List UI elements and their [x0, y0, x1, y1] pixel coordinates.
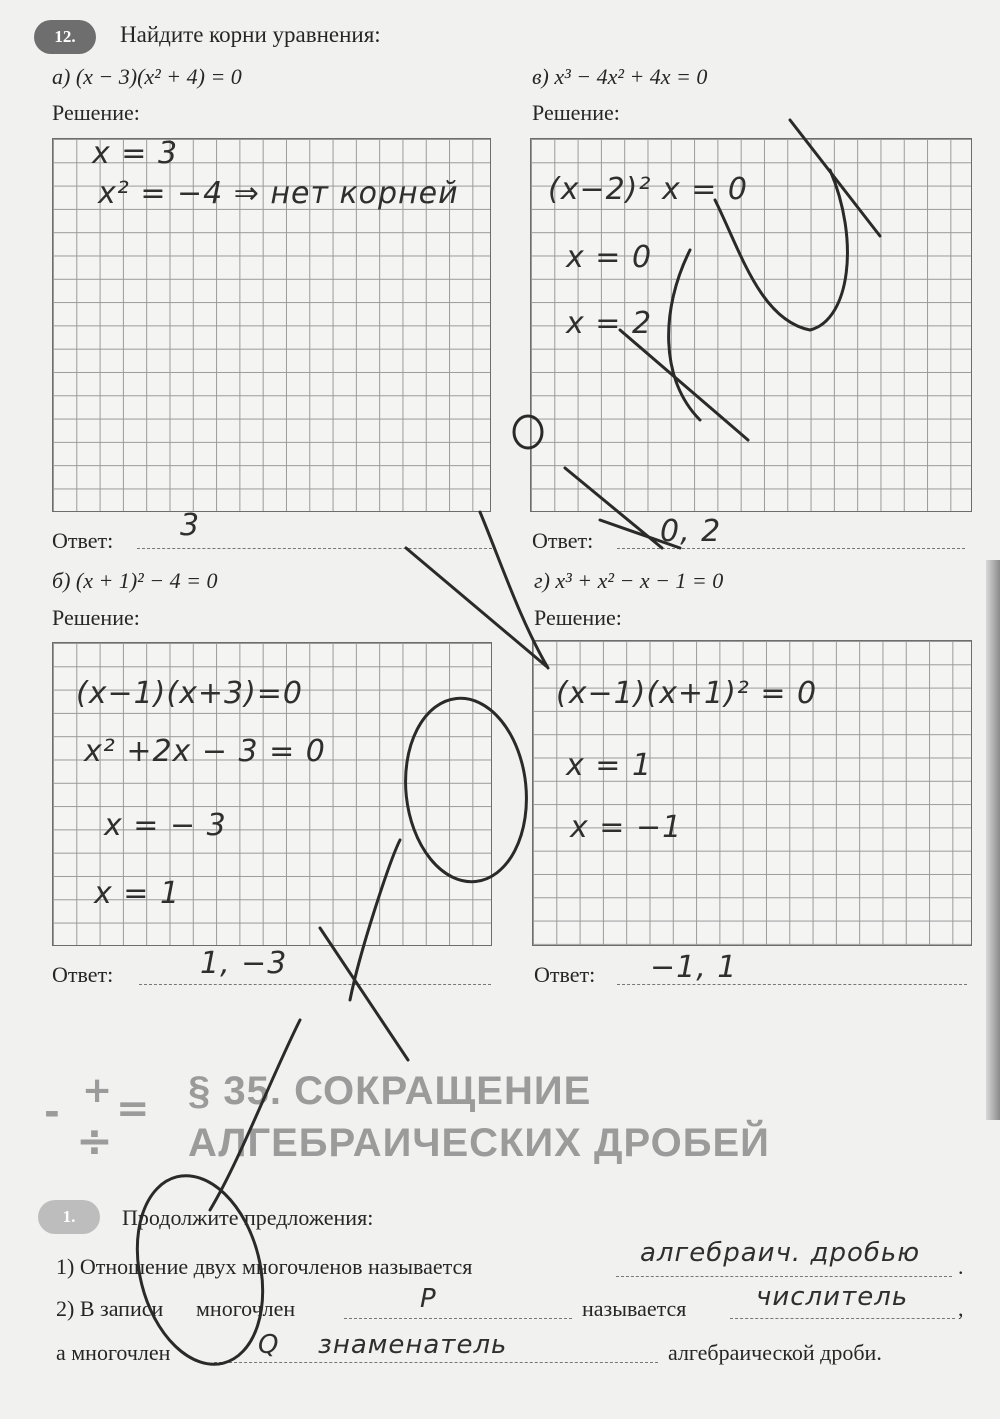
solution-label-a: Решение:	[52, 100, 140, 125]
scribble-stroke	[119, 1162, 282, 1377]
sentence2-text-c: называется	[582, 1296, 687, 1321]
hw-b-line2: x² +2x − 3 = 0	[84, 734, 326, 769]
sentence3-answer-q: Q	[258, 1330, 280, 1360]
equation-v: в) x³ − 4x² + 4x = 0	[532, 64, 708, 89]
answer-label-v: Ответ:	[532, 528, 594, 553]
plus-sign-icon: +	[82, 1070, 113, 1111]
equation-b: б) (x + 1)² − 4 = 0	[52, 568, 218, 593]
hw-v-line2: x = 0	[566, 240, 653, 275]
sentence1-end: .	[958, 1254, 964, 1279]
minus-sign-icon: -	[44, 1090, 60, 1134]
scribble-stroke	[210, 1020, 300, 1210]
hw-v-line1: (x−2)² x = 0	[548, 172, 748, 207]
answer-g: −1, 1	[650, 950, 738, 985]
task1-title: Продолжите предложения:	[122, 1205, 374, 1230]
equation-a: а) (x − 3)(x² + 4) = 0	[52, 64, 242, 89]
sentence1-text: 1) Отношение двух многочленов называется	[56, 1254, 473, 1279]
hw-v-line3: x = 2	[566, 306, 653, 341]
answer-label-b: Ответ:	[52, 962, 114, 987]
hw-a-line1: x = 3	[92, 136, 179, 171]
solution-label-g: Решение:	[534, 605, 622, 630]
hw-g-line3: x = −1	[570, 810, 683, 845]
answer-label-g: Ответ:	[534, 962, 596, 987]
task-number-badge: 12.	[34, 20, 96, 54]
hw-g-line1: (x−1)(x+1)² = 0	[556, 676, 818, 711]
scribble-stroke	[350, 840, 400, 1000]
sentence3-answer: знаменатель	[318, 1330, 508, 1360]
solution-label-v: Решение:	[532, 100, 620, 125]
answer-b: 1, −3	[200, 946, 288, 981]
hw-a-line2: x² = −4 ⇒ нет корней	[98, 176, 459, 211]
scribble-stroke	[620, 330, 748, 440]
hw-b-line3: x = − 3	[104, 808, 227, 843]
section-title-line2: АЛГЕБРАИЧЕСКИХ ДРОБЕЙ	[188, 1121, 770, 1165]
solution-label-b: Решение:	[52, 605, 140, 630]
answer-v: 0, 2	[660, 514, 722, 549]
task-title: Найдите корни уравнения:	[120, 22, 381, 47]
scribble-stroke	[600, 520, 680, 548]
scribble-stroke	[480, 512, 548, 668]
sentence2-text-b: многочлен	[196, 1296, 296, 1321]
answer-a: 3	[180, 508, 201, 543]
scribble-stroke	[790, 120, 880, 236]
sentence3-text-b: алгебраической дроби.	[668, 1340, 882, 1365]
sentence2-end: ,	[958, 1296, 964, 1321]
scribble-stroke	[397, 692, 536, 888]
hw-g-line2: x = 1	[566, 748, 653, 783]
scribble-stroke	[514, 416, 542, 448]
hw-b-line4: x = 1	[94, 876, 181, 911]
answer-label-a: Ответ:	[52, 528, 114, 553]
sentence2-text-a: 2) В записи	[56, 1296, 164, 1321]
equation-g: г) x³ + x² − x − 1 = 0	[534, 568, 724, 593]
sentence2-answer-p: P	[420, 1284, 437, 1314]
task1-number-badge: 1.	[38, 1200, 100, 1234]
divide-sign-icon: ÷	[76, 1116, 113, 1167]
scribble-stroke	[715, 170, 847, 330]
sentence2-answer-c: числитель	[756, 1282, 909, 1312]
sentence3-text-a: а многочлен	[56, 1340, 171, 1365]
equals-sign-icon: =	[116, 1086, 150, 1132]
sentence1-answer: алгебраич. дробью	[640, 1238, 921, 1268]
scribble-stroke	[406, 548, 546, 666]
hw-b-line1: (x−1)(x+3)=0	[76, 676, 303, 711]
section-title-line1: § 35. СОКРАЩЕНИЕ	[188, 1069, 592, 1113]
